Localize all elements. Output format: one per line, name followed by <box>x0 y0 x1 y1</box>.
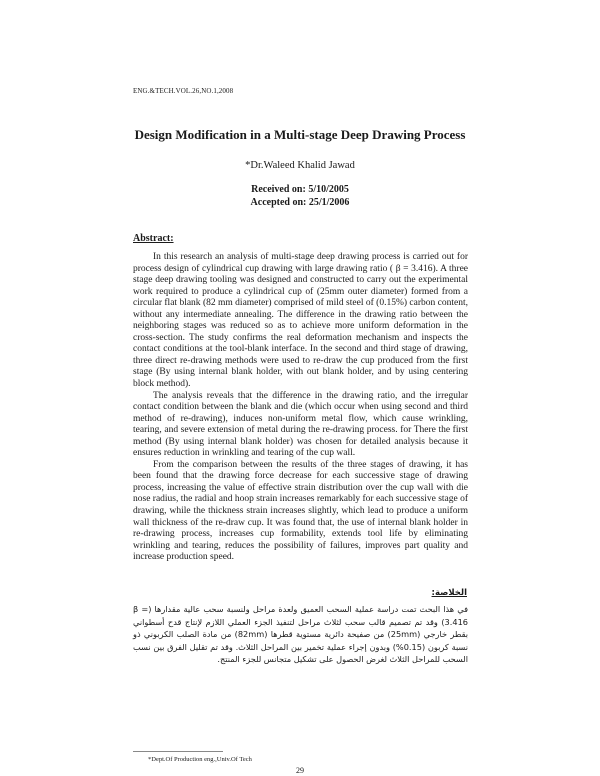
author-name: *Dr.Waleed Khalid Jawad <box>245 160 355 171</box>
received-date: Received on: 5/10/2005 <box>251 184 349 195</box>
abstract-heading: Abstract: <box>133 233 174 244</box>
abstract-paragraph: From the comparison between the results of the three stages of drawing, it has been found that the drawing force decrease for each successive stage of drawing process, increasing the value of effective strain distribution over the cup wall with die nose radius, the radial and hoop strain increases remarkably for each successive stage of drawing, while the thickness strain increases slightly, which lead to produce a uniform wall thickness of the re-draw cup. It was found that, the use of internal blank holder in re-drawing process, increases cup formability, extends tool life by eliminating wrinkling and tearing, reduces the possibility of failures, improves part quality and increase production speed. <box>133 459 469 563</box>
page-number: 29 <box>296 766 304 775</box>
abstract-body <box>133 252 468 564</box>
abstract-paragraph: In this research an analysis of multi-stage deep drawing process is carried out for process design of cylindrical cup drawing with large drawing ratio ( β = 3.416). A three stage deep drawing tooling was designed and constructed to carry out the experimental work required to produce a cylindrical cup of (25mm outer diameter) formed from a circular flat blank (82 mm diameter) comprised of mild steel of (0.15%) carbon content, without any intermediate annealing. The difference in the drawing ratio between the neighboring stages was reduced so as to achieve more uniform deformation in the cross-section. The study confirms the real deformation mechanism and inspects the contact conditions at the tool-blank interface. In the second and third stage of drawing, three direct re-drawing methods were used to re-draw the cup produced from the first stage (By using internal blank holder, with out blank holder, and by using centering block method). <box>133 252 468 390</box>
running-head: ENG.&TECH.VOL.26,NO.1,2008 <box>133 87 234 95</box>
arabic-abstract-heading: الخلاصة: <box>431 588 467 598</box>
submission-dates <box>0 183 600 209</box>
arabic-abstract-body <box>133 603 468 666</box>
abstract-paragraph: The analysis reveals that the difference in the drawing ratio, and the irregular contact condition between the blank and die (which occur when using second and third method of re-drawing), induces non-uniform metal flow, which cause wrinkling, tearing, and severe extension of metal during the re-drawing process. for There the first method (By using internal blank holder) was chosen for detailed analysis because it ensures reduction in wrinkling and tearing of the cup wall. <box>133 390 468 459</box>
arabic-abstract-paragraph: في هذا البحث تمت دراسة عملية السحب العميق ولعدة مراحل ولنسبة سحب عالية مقدارها (β = 3.416) وقد تم تصميم قالب سحب لثلاث مراحل لتنفيذ الجزء العملي اللازم لإنتاج قدح أسطواني بقطر خارجي (25mm) من صفيحة دائرية مستوية قطرها (82mm) من مادة الصلب الكربوني ذو نسبة كربون (0.15%) وبدون إجراء عملية تخمير بين المراحل الثلاث. وقد تم تقليل الفرق بين نسب السحب للمراحل الثلاث لغرض الحصول على تشكيل متجانس للجزء المنتج. <box>133 604 469 664</box>
footnote-divider <box>133 751 223 752</box>
author-affiliation-footnote: *Dept.Of Production eng.,Univ.Of Tech <box>148 756 252 763</box>
accepted-date: Accepted on: 25/1/2006 <box>250 197 350 208</box>
paper-title: Design Modification in a Multi-stage Deep Drawing Process <box>134 127 466 142</box>
